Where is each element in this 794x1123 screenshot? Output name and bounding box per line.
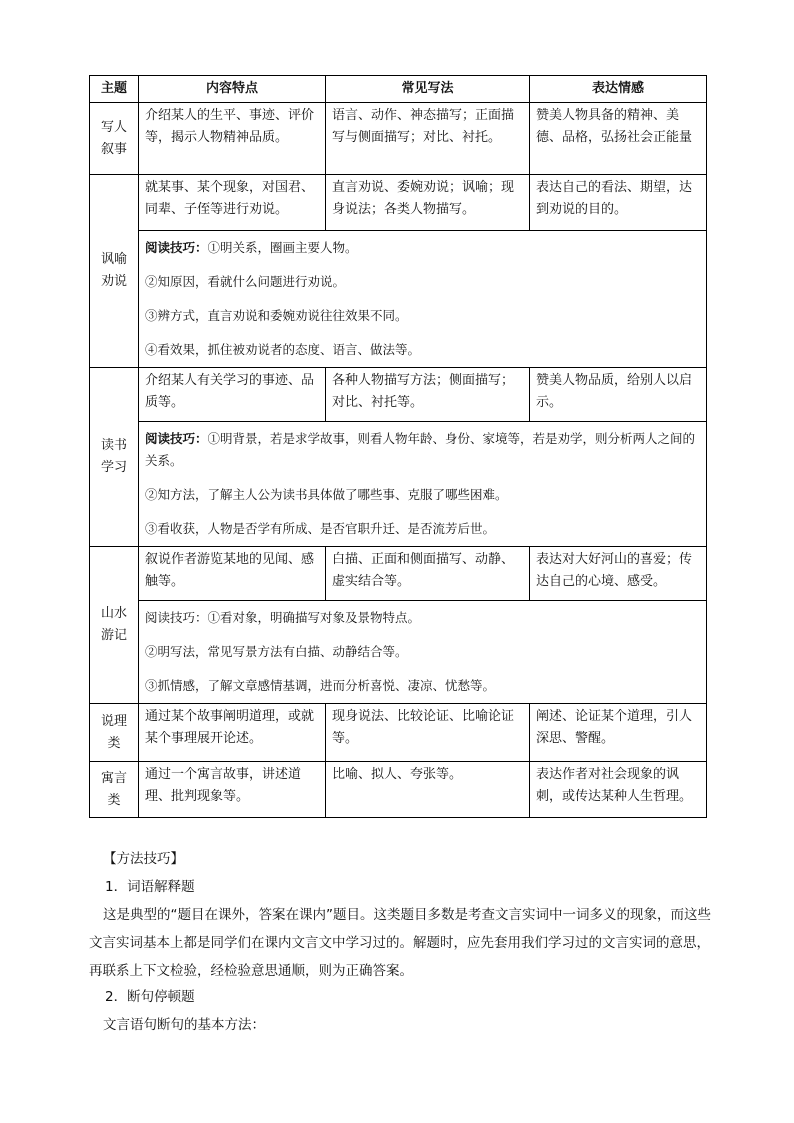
reading-guide-table [89, 75, 707, 818]
header-emotion: 表达情感 [530, 76, 707, 103]
topic-cell: 讽喻 劝说 [90, 175, 139, 368]
emotion-cell: 赞美人物品质，给别人以启示。 [530, 368, 707, 422]
topic-cell: 读书 学习 [90, 368, 139, 547]
content-cell: 通过一个寓言故事，讲述道理、批判现象等。 [139, 762, 326, 818]
method-cell: 语言、动作、神态描写；正面描写与侧面描写；对比、衬托。 [326, 103, 530, 175]
item2-body: 文言语句断句的基本方法： [103, 1017, 265, 1033]
emotion-cell: 表达对大好河山的喜爱；传达自己的心境、感受。 [530, 547, 707, 601]
table-row [90, 704, 707, 762]
tips-row [90, 601, 707, 704]
emotion-cell: 表达自己的看法、期望，达到劝说的目的。 [530, 175, 707, 231]
header-content: 内容特点 [139, 76, 326, 103]
emotion-cell: 赞美人物具备的精神、美德、品格，弘扬社会正能量 [530, 103, 707, 175]
topic-cell: 山水 游记 [90, 547, 139, 704]
tips-row [90, 231, 707, 368]
item1-body: 这是典型的“题目在课外，答案在课内”题目。这类题目多数是考查文言实词中一词多义的现象，而这些文言实词基本上都是同学们在课内文言文中学习过的。解题时，应先套用我们学习过的文言实词的意思，再联系上下文检验，经检验意思通顺，则为正确答案。 [89, 907, 711, 979]
item2-title: 2．断句停顿题 [105, 989, 195, 1005]
method-cell: 现身说法、比较论证、比喻论证等。 [326, 704, 530, 762]
tips-cell: 阅读技巧：①明背景，若是求学故事，则看人物年龄、身份、家境等，若是劝学，则分析两人之间的关系。 ②知方法，了解主人公为读书具体做了哪些事、克服了哪些困难。 ③看收获，人物是否学有所成、是否官职升迁、是否流芳后世。 [139, 422, 707, 547]
table-row [90, 103, 707, 175]
content-cell: 通过某个故事阐明道理，或就某个事理展开论述。 [139, 704, 326, 762]
method-cell: 直言劝说、委婉劝说；讽喻；现身说法；各类人物描写。 [326, 175, 530, 231]
tips-label: 阅读技巧： [145, 240, 208, 255]
header-topic: 主题 [90, 76, 139, 103]
table-row [90, 175, 707, 231]
item1-title: 1．词语解释题 [105, 879, 195, 895]
emotion-cell: 表达作者对社会现象的讽刺，或传达某种人生哲理。 [530, 762, 707, 818]
topic-cell: 说理 类 [90, 704, 139, 762]
table-header-row [90, 76, 707, 103]
section-title: 【方法技巧】 [103, 851, 184, 867]
topic-cell: 写人 叙事 [90, 103, 139, 175]
method-cell: 比喻、拟人、夸张等。 [326, 762, 530, 818]
tips-cell: 阅读技巧：①明关系，圈画主要人物。 ②知原因，看就什么问题进行劝说。 ③辨方式，直言劝说和委婉劝说往往效果不同。 ④看效果，抓住被劝说者的态度、语言、做法等。 [139, 231, 707, 368]
tips-label: 阅读技巧： [145, 431, 208, 446]
content-cell: 就某事、某个现象，对国君、同辈、子侄等进行劝说。 [139, 175, 326, 231]
table-row [90, 762, 707, 818]
content-cell: 介绍某人的生平、事迹、评价等，揭示人物精神品质。 [139, 103, 326, 175]
tips-cell: 阅读技巧：①看对象，明确描写对象及景物特点。 ②明写法，常见写景方法有白描、动静结合等。 ③抓情感，了解文章感情基调，进而分析喜悦、凄凉、忧愁等。 [139, 601, 707, 704]
content-cell: 叙说作者游览某地的见闻、感触等。 [139, 547, 326, 601]
header-method: 常见写法 [326, 76, 530, 103]
method-cell: 白描、正面和侧面描写、动静、虚实结合等。 [326, 547, 530, 601]
emotion-cell: 阐述、论证某个道理，引人深思、警醒。 [530, 704, 707, 762]
table-row [90, 547, 707, 601]
tips-row [90, 422, 707, 547]
method-cell: 各种人物描写方法；侧面描写；对比、衬托等。 [326, 368, 530, 422]
table-row [90, 368, 707, 422]
topic-cell: 寓言 类 [90, 762, 139, 818]
tips-label: 阅读技巧： [145, 610, 208, 625]
content-cell: 介绍某人有关学习的事迹、品质等。 [139, 368, 326, 422]
